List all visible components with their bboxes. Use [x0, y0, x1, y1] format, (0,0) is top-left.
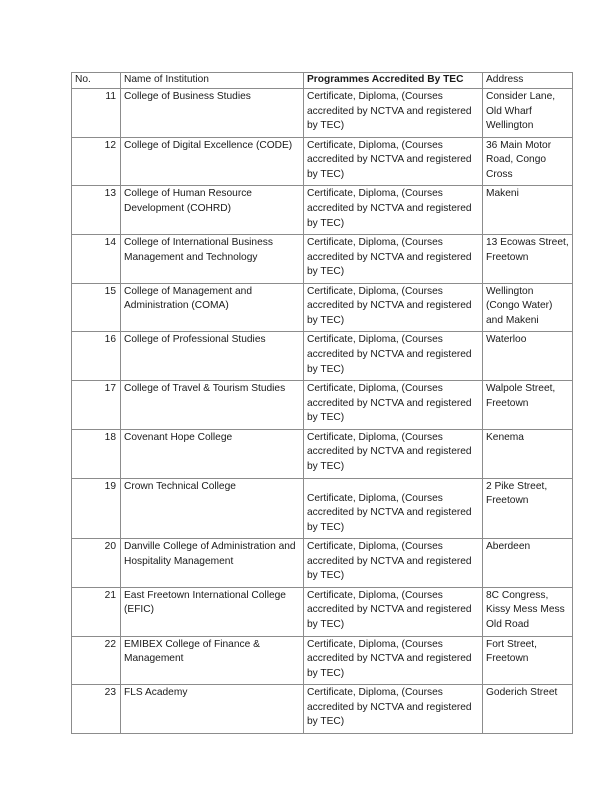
table-row: [72, 89, 573, 138]
cell-name: Danville College of Administration and Hospitality Management: [121, 539, 304, 588]
cell-address: 8C Congress, Kissy Mess Mess Old Road: [483, 587, 573, 636]
cell-address: Goderich Street: [483, 685, 573, 734]
cell-name: EMIBEX College of Finance & Management: [121, 636, 304, 685]
cell-address: Walpole Street, Freetown: [483, 381, 573, 430]
table-row: [72, 587, 573, 636]
cell-programmes: Certificate, Diploma, (Courses accredited by NCTVA and registered by TEC): [304, 332, 483, 381]
cell-name: College of Business Studies: [121, 89, 304, 138]
table-row: [72, 381, 573, 430]
cell-address: Kenema: [483, 429, 573, 478]
table-header-row: [72, 73, 573, 89]
table-row: [72, 636, 573, 685]
cell-name: College of Travel & Tourism Studies: [121, 381, 304, 430]
table-row: [72, 685, 573, 734]
cell-name: College of Digital Excellence (CODE): [121, 137, 304, 186]
cell-name: College of International Business Management and Technology: [121, 235, 304, 284]
cell-address: Makeni: [483, 186, 573, 235]
cell-no: 12: [72, 137, 121, 186]
table-row: [72, 186, 573, 235]
cell-name: College of Human Resource Development (COHRD): [121, 186, 304, 235]
cell-programmes: Certificate, Diploma, (Courses accredited by NCTVA and registered by TEC): [304, 186, 483, 235]
header-name: Name of Institution: [121, 73, 304, 89]
cell-programmes: Certificate, Diploma, (Courses accredited by NCTVA and registered by TEC): [304, 587, 483, 636]
cell-address: Aberdeen: [483, 539, 573, 588]
cell-name: FLS Academy: [121, 685, 304, 734]
table-row: [72, 429, 573, 478]
header-address: Address: [483, 73, 573, 89]
cell-no: 11: [72, 89, 121, 138]
cell-no: 16: [72, 332, 121, 381]
cell-programmes: Certificate, Diploma, (Courses accredited by NCTVA and registered by TEC): [304, 429, 483, 478]
cell-no: 23: [72, 685, 121, 734]
cell-no: 17: [72, 381, 121, 430]
cell-programmes: Certificate, Diploma, (Courses accredited by NCTVA and registered by TEC): [304, 235, 483, 284]
table-row: [72, 332, 573, 381]
cell-programmes: Certificate, Diploma, (Courses accredited by NCTVA and registered by TEC): [304, 539, 483, 588]
cell-programmes: Certificate, Diploma, (Courses accredited by NCTVA and registered by TEC): [304, 685, 483, 734]
cell-name: College of Management and Administration (COMA): [121, 283, 304, 332]
cell-no: 19: [72, 478, 121, 539]
cell-name: East Freetown International College (EFIC): [121, 587, 304, 636]
institutions-table: [71, 72, 573, 734]
cell-no: 15: [72, 283, 121, 332]
cell-name: Covenant Hope College: [121, 429, 304, 478]
cell-no: 21: [72, 587, 121, 636]
cell-no: 22: [72, 636, 121, 685]
table-row: [72, 283, 573, 332]
cell-name: College of Professional Studies: [121, 332, 304, 381]
cell-name: Crown Technical College: [121, 478, 304, 539]
cell-programmes: Certificate, Diploma, (Courses accredited by NCTVA and registered by TEC): [304, 137, 483, 186]
cell-programmes: Certificate, Diploma, (Courses accredited by NCTVA and registered by TEC): [304, 636, 483, 685]
cell-no: 18: [72, 429, 121, 478]
cell-no: 20: [72, 539, 121, 588]
table-row: [72, 235, 573, 284]
cell-programmes: Certificate, Diploma, (Courses accredited by NCTVA and registered by TEC): [304, 283, 483, 332]
cell-no: 13: [72, 186, 121, 235]
header-no: No.: [72, 73, 121, 89]
cell-address: Consider Lane, Old Wharf Wellington: [483, 89, 573, 138]
cell-address: 2 Pike Street, Freetown: [483, 478, 573, 539]
table-row: [72, 137, 573, 186]
cell-programmes: Certificate, Diploma, (Courses accredited by NCTVA and registered by TEC): [304, 478, 483, 539]
cell-no: 14: [72, 235, 121, 284]
cell-address: 36 Main Motor Road, Congo Cross: [483, 137, 573, 186]
cell-address: 13 Ecowas Street, Freetown: [483, 235, 573, 284]
cell-programmes: Certificate, Diploma, (Courses accredited by NCTVA and registered by TEC): [304, 89, 483, 138]
table-row: [72, 478, 573, 539]
table-row: [72, 539, 573, 588]
header-programmes: Programmes Accredited By TEC: [304, 73, 483, 89]
cell-programmes: Certificate, Diploma, (Courses accredited by NCTVA and registered by TEC): [304, 381, 483, 430]
cell-address: Fort Street, Freetown: [483, 636, 573, 685]
cell-address: Waterloo: [483, 332, 573, 381]
cell-address: Wellington (Congo Water) and Makeni: [483, 283, 573, 332]
